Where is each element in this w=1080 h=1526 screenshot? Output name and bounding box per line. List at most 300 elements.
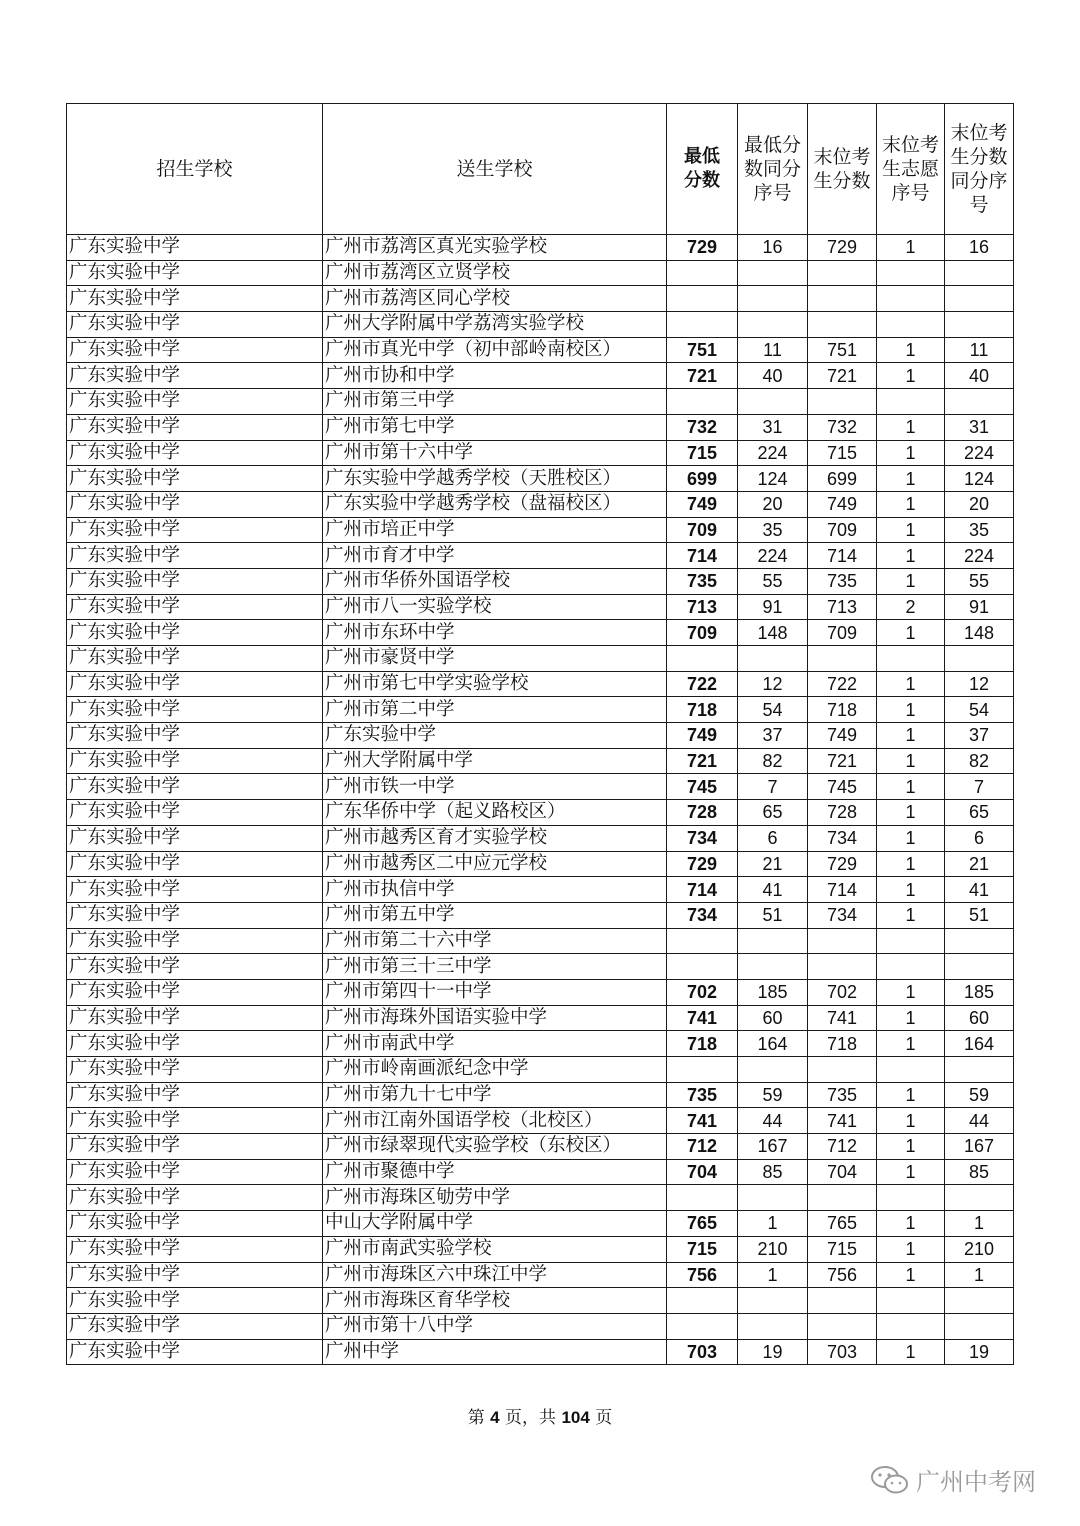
cell-last-student-tie-rank — [945, 646, 1014, 672]
cell-last-student-choice-rank: 1 — [877, 1211, 945, 1237]
cell-last-student-score: 729 — [808, 851, 877, 877]
cell-last-student-tie-rank — [945, 954, 1014, 980]
cell-admitting-school: 广东实验中学 — [67, 389, 323, 415]
cell-last-student-tie-rank: 164 — [945, 1031, 1014, 1057]
cell-last-student-score: 734 — [808, 825, 877, 851]
cell-last-student-score — [808, 312, 877, 338]
cell-last-student-tie-rank: 60 — [945, 1005, 1014, 1031]
table-row — [67, 671, 1014, 697]
cell-sending-school: 广州市越秀区育才实验学校 — [323, 825, 667, 851]
cell-min-score-tie-rank: 224 — [738, 543, 808, 569]
cell-min-score-tie-rank: 16 — [738, 235, 808, 261]
cell-last-student-choice-rank: 1 — [877, 671, 945, 697]
cell-last-student-tie-rank — [945, 1313, 1014, 1339]
table-row — [67, 800, 1014, 826]
cell-min-score-tie-rank: 1 — [738, 1262, 808, 1288]
cell-last-student-score — [808, 1288, 877, 1314]
cell-last-student-choice-rank — [877, 646, 945, 672]
cell-sending-school: 广州市荔湾区立贤学校 — [323, 260, 667, 286]
cell-last-student-score: 729 — [808, 235, 877, 261]
cell-min-score-tie-rank: 185 — [738, 979, 808, 1005]
header-last-student-score: 末位考生分数 — [808, 104, 877, 235]
cell-last-student-score: 709 — [808, 620, 877, 646]
cell-admitting-school: 广东实验中学 — [67, 1211, 323, 1237]
cell-admitting-school: 广东实验中学 — [67, 568, 323, 594]
watermark — [870, 1462, 1036, 1497]
cell-last-student-choice-rank — [877, 1057, 945, 1083]
cell-last-student-score: 732 — [808, 414, 877, 440]
cell-min-score-tie-rank: 37 — [738, 723, 808, 749]
cell-min-score — [667, 312, 738, 338]
cell-admitting-school: 广东实验中学 — [67, 748, 323, 774]
cell-sending-school: 广州市培正中学 — [323, 517, 667, 543]
cell-min-score-tie-rank: 210 — [738, 1236, 808, 1262]
cell-sending-school: 广州市绿翠现代实验学校（东校区） — [323, 1134, 667, 1160]
cell-admitting-school: 广东实验中学 — [67, 491, 323, 517]
footer-total-pages: 104 — [561, 1408, 590, 1427]
cell-last-student-choice-rank: 1 — [877, 877, 945, 903]
cell-sending-school: 广州市华侨外国语学校 — [323, 568, 667, 594]
watermark-text: 广州中考网 — [916, 1468, 1036, 1496]
cell-min-score-tie-rank: 85 — [738, 1159, 808, 1185]
cell-min-score: 712 — [667, 1134, 738, 1160]
cell-admitting-school: 广东实验中学 — [67, 594, 323, 620]
cell-last-student-choice-rank: 1 — [877, 774, 945, 800]
cell-admitting-school: 广东实验中学 — [67, 697, 323, 723]
cell-last-student-choice-rank: 1 — [877, 466, 945, 492]
cell-sending-school: 广州市铁一中学 — [323, 774, 667, 800]
cell-last-student-score: 745 — [808, 774, 877, 800]
cell-last-student-choice-rank: 1 — [877, 363, 945, 389]
table-row — [67, 748, 1014, 774]
cell-last-student-tie-rank — [945, 1057, 1014, 1083]
cell-last-student-choice-rank: 1 — [877, 568, 945, 594]
header-admitting-school: 招生学校 — [67, 104, 323, 235]
cell-last-student-choice-rank: 1 — [877, 748, 945, 774]
cell-admitting-school: 广东实验中学 — [67, 1082, 323, 1108]
cell-last-student-tie-rank: 37 — [945, 723, 1014, 749]
cell-last-student-choice-rank — [877, 954, 945, 980]
cell-last-student-tie-rank: 51 — [945, 902, 1014, 928]
cell-last-student-choice-rank: 1 — [877, 1082, 945, 1108]
cell-last-student-score: 749 — [808, 723, 877, 749]
cell-last-student-choice-rank: 1 — [877, 517, 945, 543]
cell-last-student-tie-rank: 16 — [945, 235, 1014, 261]
cell-min-score-tie-rank: 51 — [738, 902, 808, 928]
cell-min-score: 703 — [667, 1339, 738, 1365]
cell-admitting-school: 广东实验中学 — [67, 260, 323, 286]
cell-min-score-tie-rank: 82 — [738, 748, 808, 774]
cell-admitting-school: 广东实验中学 — [67, 543, 323, 569]
cell-sending-school: 广州市岭南画派纪念中学 — [323, 1057, 667, 1083]
cell-last-student-choice-rank: 1 — [877, 235, 945, 261]
cell-last-student-choice-rank: 1 — [877, 491, 945, 517]
header-min-score: 最低分数 — [667, 104, 738, 235]
table-row — [67, 1057, 1014, 1083]
cell-last-student-tie-rank: 40 — [945, 363, 1014, 389]
cell-admitting-school: 广东实验中学 — [67, 646, 323, 672]
cell-sending-school: 广东实验中学越秀学校（盘福校区） — [323, 491, 667, 517]
cell-min-score: 732 — [667, 414, 738, 440]
cell-min-score-tie-rank: 124 — [738, 466, 808, 492]
cell-min-score-tie-rank: 167 — [738, 1134, 808, 1160]
cell-last-student-tie-rank: 224 — [945, 543, 1014, 569]
table-row — [67, 1134, 1014, 1160]
cell-min-score-tie-rank: 12 — [738, 671, 808, 697]
cell-min-score-tie-rank — [738, 954, 808, 980]
cell-admitting-school: 广东实验中学 — [67, 928, 323, 954]
cell-admitting-school: 广东实验中学 — [67, 1313, 323, 1339]
cell-last-student-score: 722 — [808, 671, 877, 697]
cell-min-score-tie-rank — [738, 312, 808, 338]
cell-admitting-school: 广东实验中学 — [67, 1057, 323, 1083]
table-row — [67, 902, 1014, 928]
cell-admitting-school: 广东实验中学 — [67, 1134, 323, 1160]
table-row — [67, 697, 1014, 723]
cell-min-score — [667, 928, 738, 954]
cell-min-score-tie-rank — [738, 646, 808, 672]
cell-min-score: 749 — [667, 723, 738, 749]
cell-min-score-tie-rank: 20 — [738, 491, 808, 517]
cell-last-student-tie-rank: 54 — [945, 697, 1014, 723]
cell-min-score-tie-rank — [738, 1288, 808, 1314]
cell-sending-school: 广州市第二十六中学 — [323, 928, 667, 954]
cell-last-student-tie-rank: 91 — [945, 594, 1014, 620]
footer-middle: 页，共 — [505, 1408, 557, 1428]
cell-min-score: 745 — [667, 774, 738, 800]
cell-min-score-tie-rank: 7 — [738, 774, 808, 800]
cell-admitting-school: 广东实验中学 — [67, 954, 323, 980]
cell-admitting-school: 广东实验中学 — [67, 1159, 323, 1185]
cell-min-score-tie-rank — [738, 389, 808, 415]
cell-last-student-choice-rank: 1 — [877, 825, 945, 851]
cell-last-student-tie-rank: 55 — [945, 568, 1014, 594]
cell-last-student-score: 714 — [808, 877, 877, 903]
cell-sending-school: 广州中学 — [323, 1339, 667, 1365]
cell-min-score: 749 — [667, 491, 738, 517]
cell-min-score-tie-rank: 19 — [738, 1339, 808, 1365]
cell-last-student-choice-rank: 1 — [877, 851, 945, 877]
cell-admitting-school: 广东实验中学 — [67, 440, 323, 466]
table-row — [67, 466, 1014, 492]
cell-min-score-tie-rank: 21 — [738, 851, 808, 877]
cell-last-student-score: 728 — [808, 800, 877, 826]
cell-sending-school: 广州市豪贤中学 — [323, 646, 667, 672]
header-sending-school: 送生学校 — [323, 104, 667, 235]
cell-min-score — [667, 1288, 738, 1314]
cell-last-student-choice-rank: 1 — [877, 902, 945, 928]
table-row — [67, 312, 1014, 338]
cell-admitting-school: 广东实验中学 — [67, 774, 323, 800]
cell-min-score: 715 — [667, 440, 738, 466]
cell-min-score: 709 — [667, 517, 738, 543]
cell-last-student-tie-rank: 20 — [945, 491, 1014, 517]
table-row — [67, 260, 1014, 286]
table-row — [67, 594, 1014, 620]
header-last-student-tie-rank: 末位考生分数同分序号 — [945, 104, 1014, 235]
cell-sending-school: 广州市海珠区育华学校 — [323, 1288, 667, 1314]
cell-last-student-score — [808, 286, 877, 312]
cell-admitting-school: 广东实验中学 — [67, 902, 323, 928]
cell-last-student-score: 741 — [808, 1005, 877, 1031]
cell-last-student-choice-rank: 1 — [877, 1005, 945, 1031]
cell-min-score: 702 — [667, 979, 738, 1005]
cell-admitting-school: 广东实验中学 — [67, 1339, 323, 1365]
cell-last-student-score: 718 — [808, 697, 877, 723]
cell-min-score: 734 — [667, 902, 738, 928]
cell-min-score-tie-rank: 65 — [738, 800, 808, 826]
cell-min-score-tie-rank: 40 — [738, 363, 808, 389]
cell-admitting-school: 广东实验中学 — [67, 1185, 323, 1211]
cell-last-student-score — [808, 260, 877, 286]
cell-min-score — [667, 286, 738, 312]
table-row — [67, 1262, 1014, 1288]
cell-last-student-score: 704 — [808, 1159, 877, 1185]
cell-admitting-school: 广东实验中学 — [67, 1108, 323, 1134]
cell-min-score: 735 — [667, 1082, 738, 1108]
cell-min-score-tie-rank: 148 — [738, 620, 808, 646]
cell-last-student-score: 715 — [808, 440, 877, 466]
cell-sending-school: 广州市执信中学 — [323, 877, 667, 903]
cell-last-student-choice-rank — [877, 389, 945, 415]
footer-suffix: 页 — [595, 1408, 613, 1428]
cell-last-student-tie-rank: 210 — [945, 1236, 1014, 1262]
cell-last-student-tie-rank: 31 — [945, 414, 1014, 440]
cell-last-student-tie-rank — [945, 928, 1014, 954]
cell-last-student-score: 756 — [808, 1262, 877, 1288]
cell-min-score: 699 — [667, 466, 738, 492]
cell-last-student-choice-rank: 1 — [877, 620, 945, 646]
cell-min-score: 741 — [667, 1108, 738, 1134]
cell-min-score: 704 — [667, 1159, 738, 1185]
cell-min-score-tie-rank — [738, 1057, 808, 1083]
cell-last-student-score — [808, 389, 877, 415]
cell-last-student-score: 715 — [808, 1236, 877, 1262]
cell-last-student-tie-rank — [945, 312, 1014, 338]
table-row — [67, 517, 1014, 543]
cell-admitting-school: 广东实验中学 — [67, 286, 323, 312]
cell-last-student-tie-rank: 224 — [945, 440, 1014, 466]
cell-sending-school: 广东华侨中学（起义路校区） — [323, 800, 667, 826]
cell-sending-school: 广州市第七中学 — [323, 414, 667, 440]
cell-admitting-school: 广东实验中学 — [67, 466, 323, 492]
cell-sending-school: 广州市海珠区劬劳中学 — [323, 1185, 667, 1211]
table-row — [67, 877, 1014, 903]
cell-admitting-school: 广东实验中学 — [67, 800, 323, 826]
cell-last-student-score — [808, 954, 877, 980]
cell-last-student-score: 721 — [808, 748, 877, 774]
cell-admitting-school: 广东实验中学 — [67, 1005, 323, 1031]
table-row — [67, 774, 1014, 800]
cell-min-score: 721 — [667, 748, 738, 774]
table-row — [67, 286, 1014, 312]
cell-last-student-tie-rank — [945, 1288, 1014, 1314]
cell-last-student-choice-rank: 1 — [877, 414, 945, 440]
cell-last-student-score: 713 — [808, 594, 877, 620]
cell-last-student-score — [808, 1313, 877, 1339]
cell-last-student-choice-rank — [877, 312, 945, 338]
cell-last-student-tie-rank: 6 — [945, 825, 1014, 851]
cell-admitting-school: 广东实验中学 — [67, 312, 323, 338]
cell-min-score-tie-rank: 41 — [738, 877, 808, 903]
cell-last-student-score: 702 — [808, 979, 877, 1005]
cell-last-student-score: 741 — [808, 1108, 877, 1134]
cell-last-student-score: 749 — [808, 491, 877, 517]
cell-min-score-tie-rank — [738, 286, 808, 312]
cell-last-student-tie-rank: 148 — [945, 620, 1014, 646]
cell-last-student-choice-rank: 1 — [877, 1108, 945, 1134]
cell-last-student-choice-rank: 2 — [877, 594, 945, 620]
cell-sending-school: 中山大学附属中学 — [323, 1211, 667, 1237]
cell-last-student-tie-rank: 7 — [945, 774, 1014, 800]
cell-last-student-tie-rank: 19 — [945, 1339, 1014, 1365]
cell-last-student-tie-rank — [945, 389, 1014, 415]
admission-score-table — [66, 103, 1014, 1365]
cell-last-student-tie-rank: 59 — [945, 1082, 1014, 1108]
cell-last-student-tie-rank: 21 — [945, 851, 1014, 877]
cell-sending-school: 广州市第五中学 — [323, 902, 667, 928]
cell-min-score-tie-rank — [738, 1313, 808, 1339]
cell-admitting-school: 广东实验中学 — [67, 620, 323, 646]
cell-admitting-school: 广东实验中学 — [67, 1031, 323, 1057]
cell-min-score: 714 — [667, 543, 738, 569]
cell-last-student-choice-rank: 1 — [877, 543, 945, 569]
cell-admitting-school: 广东实验中学 — [67, 671, 323, 697]
cell-last-student-score: 718 — [808, 1031, 877, 1057]
cell-last-student-choice-rank: 1 — [877, 800, 945, 826]
cell-sending-school: 广州市荔湾区真光实验学校 — [323, 235, 667, 261]
cell-last-student-tie-rank: 11 — [945, 337, 1014, 363]
cell-last-student-choice-rank: 1 — [877, 337, 945, 363]
cell-sending-school: 广州市荔湾区同心学校 — [323, 286, 667, 312]
cell-min-score-tie-rank: 35 — [738, 517, 808, 543]
cell-sending-school: 广州市第三中学 — [323, 389, 667, 415]
cell-last-student-score — [808, 646, 877, 672]
table-row — [67, 414, 1014, 440]
cell-sending-school: 广州大学附属中学荔湾实验学校 — [323, 312, 667, 338]
cell-min-score: 722 — [667, 671, 738, 697]
cell-min-score: 734 — [667, 825, 738, 851]
cell-sending-school: 广州市第七中学实验学校 — [323, 671, 667, 697]
cell-sending-school: 广州市育才中学 — [323, 543, 667, 569]
cell-min-score-tie-rank: 54 — [738, 697, 808, 723]
table-row — [67, 491, 1014, 517]
table-row — [67, 235, 1014, 261]
cell-last-student-score: 734 — [808, 902, 877, 928]
cell-sending-school: 广州市海珠区六中珠江中学 — [323, 1262, 667, 1288]
cell-min-score — [667, 646, 738, 672]
cell-last-student-choice-rank: 1 — [877, 1339, 945, 1365]
cell-last-student-score: 751 — [808, 337, 877, 363]
cell-sending-school: 广州市南武实验学校 — [323, 1236, 667, 1262]
cell-last-student-tie-rank: 12 — [945, 671, 1014, 697]
cell-sending-school: 广东实验中学越秀学校（天胜校区） — [323, 466, 667, 492]
table-row — [67, 389, 1014, 415]
score-table-container — [66, 103, 1013, 1365]
table-row — [67, 1288, 1014, 1314]
cell-sending-school: 广州市第十六中学 — [323, 440, 667, 466]
cell-min-score: 721 — [667, 363, 738, 389]
cell-min-score — [667, 1313, 738, 1339]
table-row — [67, 1108, 1014, 1134]
cell-min-score-tie-rank: 55 — [738, 568, 808, 594]
cell-last-student-choice-rank: 1 — [877, 440, 945, 466]
cell-min-score-tie-rank — [738, 260, 808, 286]
table-row — [67, 1031, 1014, 1057]
cell-min-score-tie-rank: 44 — [738, 1108, 808, 1134]
cell-last-student-score: 765 — [808, 1211, 877, 1237]
table-row — [67, 363, 1014, 389]
cell-last-student-choice-rank: 1 — [877, 697, 945, 723]
header-min-score-tie-rank: 最低分数同分序号 — [738, 104, 808, 235]
cell-last-student-score — [808, 1185, 877, 1211]
cell-admitting-school: 广东实验中学 — [67, 1236, 323, 1262]
table-row — [67, 1082, 1014, 1108]
cell-min-score: 741 — [667, 1005, 738, 1031]
cell-sending-school: 广州市协和中学 — [323, 363, 667, 389]
header-last-student-choice-rank: 末位考生志愿序号 — [877, 104, 945, 235]
table-row — [67, 1339, 1014, 1365]
table-header-row — [67, 104, 1014, 235]
cell-min-score: 735 — [667, 568, 738, 594]
cell-min-score: 765 — [667, 1211, 738, 1237]
cell-admitting-school: 广东实验中学 — [67, 517, 323, 543]
cell-min-score: 709 — [667, 620, 738, 646]
cell-last-student-score: 714 — [808, 543, 877, 569]
cell-min-score: 729 — [667, 235, 738, 261]
cell-min-score: 714 — [667, 877, 738, 903]
cell-sending-school: 广东实验中学 — [323, 723, 667, 749]
table-row — [67, 337, 1014, 363]
cell-last-student-score: 699 — [808, 466, 877, 492]
cell-sending-school: 广州市真光中学（初中部岭南校区） — [323, 337, 667, 363]
table-row — [67, 723, 1014, 749]
wechat-icon — [870, 1465, 910, 1495]
cell-last-student-choice-rank — [877, 1185, 945, 1211]
table-row — [67, 1211, 1014, 1237]
cell-admitting-school: 广东实验中学 — [67, 235, 323, 261]
cell-sending-school: 广州市海珠外国语实验中学 — [323, 1005, 667, 1031]
cell-sending-school: 广州市第四十一中学 — [323, 979, 667, 1005]
cell-min-score: 751 — [667, 337, 738, 363]
cell-last-student-tie-rank: 1 — [945, 1262, 1014, 1288]
cell-last-student-choice-rank — [877, 1313, 945, 1339]
cell-last-student-score: 735 — [808, 1082, 877, 1108]
cell-last-student-choice-rank — [877, 928, 945, 954]
cell-last-student-choice-rank — [877, 1288, 945, 1314]
cell-sending-school: 广州市第九十七中学 — [323, 1082, 667, 1108]
cell-last-student-tie-rank: 44 — [945, 1108, 1014, 1134]
cell-last-student-tie-rank: 167 — [945, 1134, 1014, 1160]
cell-last-student-score — [808, 928, 877, 954]
cell-min-score: 718 — [667, 1031, 738, 1057]
cell-admitting-school: 广东实验中学 — [67, 723, 323, 749]
cell-admitting-school: 广东实验中学 — [67, 363, 323, 389]
cell-sending-school: 广州大学附属中学 — [323, 748, 667, 774]
cell-sending-school: 广州市东环中学 — [323, 620, 667, 646]
cell-last-student-tie-rank — [945, 260, 1014, 286]
cell-sending-school: 广州市越秀区二中应元学校 — [323, 851, 667, 877]
cell-last-student-tie-rank: 65 — [945, 800, 1014, 826]
table-row — [67, 1236, 1014, 1262]
cell-sending-school: 广州市江南外国语学校（北校区） — [323, 1108, 667, 1134]
table-row — [67, 1313, 1014, 1339]
cell-last-student-choice-rank: 1 — [877, 979, 945, 1005]
cell-last-student-choice-rank: 1 — [877, 1262, 945, 1288]
table-row — [67, 979, 1014, 1005]
cell-last-student-score: 712 — [808, 1134, 877, 1160]
cell-min-score-tie-rank: 31 — [738, 414, 808, 440]
